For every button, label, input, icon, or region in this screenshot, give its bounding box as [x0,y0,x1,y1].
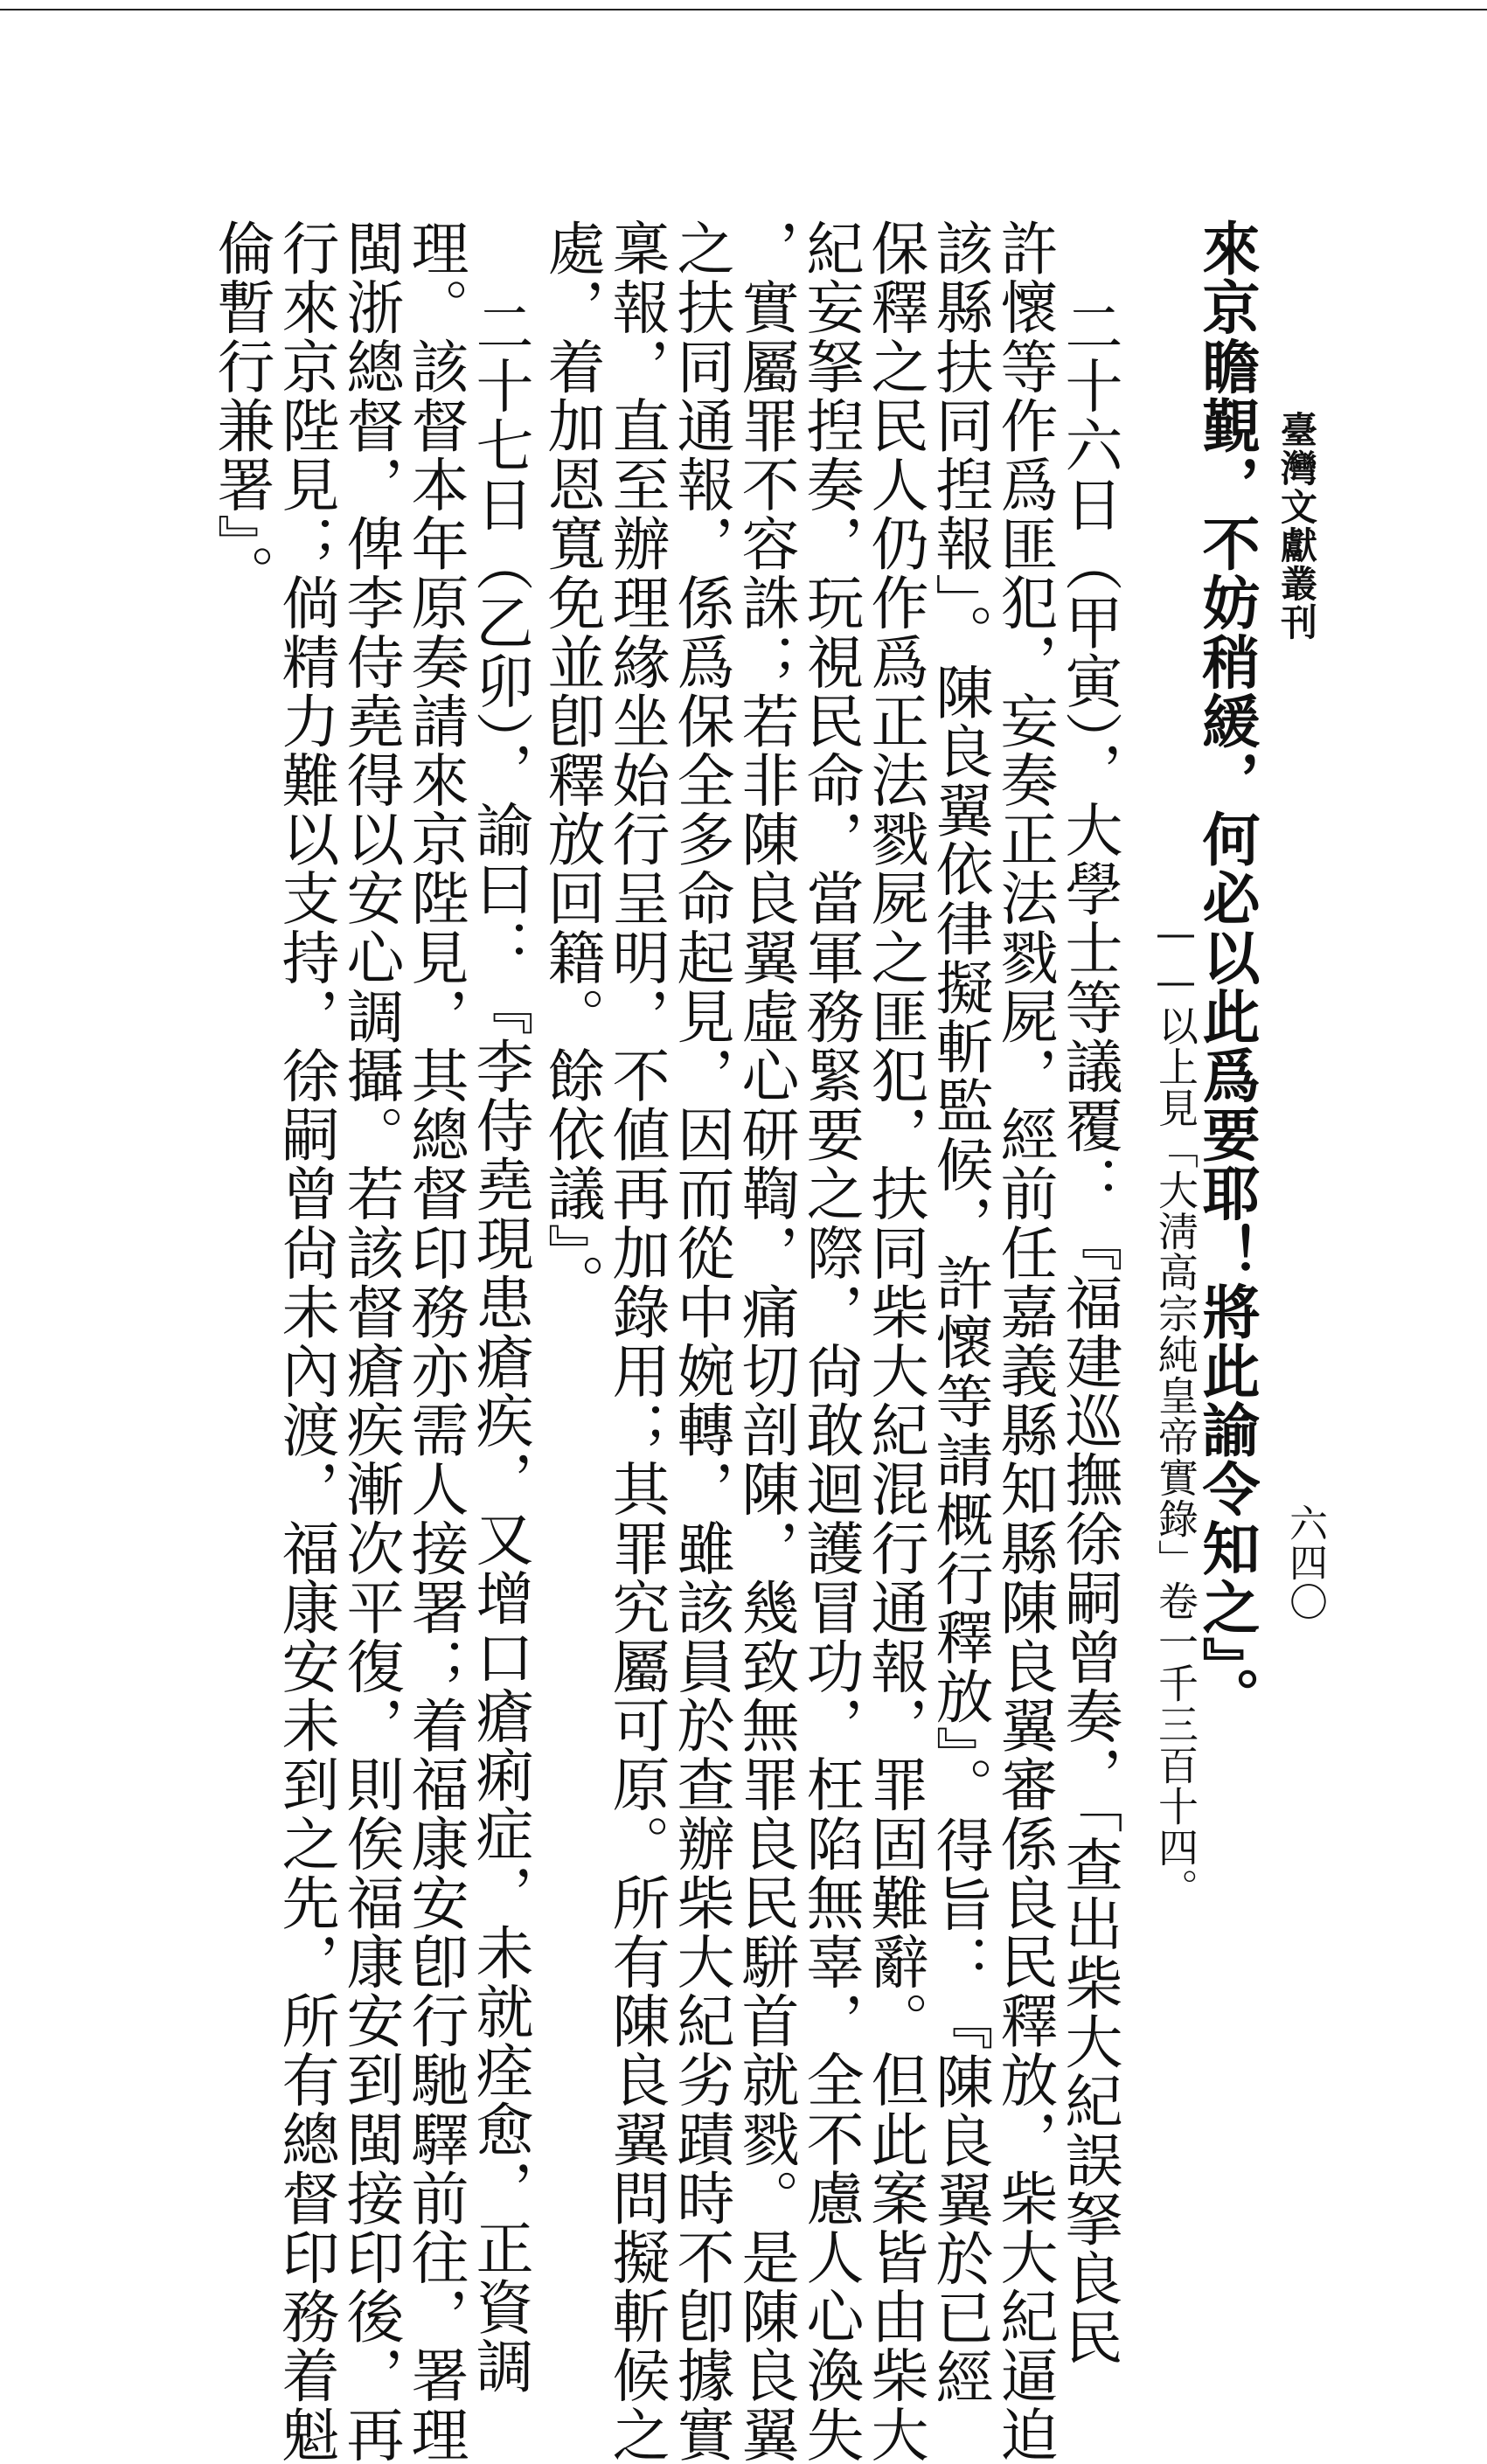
text-line-15: 行來京陛見；倘精力難以支持，徐嗣曾尙未內渡，福康安未到之先，所有總督印務着魁 [272,219,339,2464]
text-line-16: 倫暫行兼署』。 [207,219,274,604]
text-line-14: 閩浙總督，俾李侍堯得以安心調攝。若該督瘡疾漸次平復，則俟福康安到閩接印後，再 [337,219,404,2464]
running-title: 臺灣文獻叢刊 [1275,411,1318,642]
text-line-6: 保釋之民人仍作爲正法戮屍之匪犯，扶同柴大紀混行通報，罪固難辭。但此案皆由柴大 [861,219,928,2464]
text-line-9: 之扶同通報，係爲保全多命起見，因而從中婉轉，雖該員於查辦柴大紀劣蹟時不卽據實 [667,219,734,2464]
text-line-13: 理。該督本年原奏請來京陛見，其總督印務亦需人接署；着福康安卽行馳驛前往，署理 [401,219,469,2464]
top-border-rule [0,9,1487,10]
text-line-1: 來京瞻覲，不妨稍緩，何必以此爲要耶！將此諭令知之』。 [1192,219,1261,1726]
page-number: 六四〇 [1282,1503,1327,1621]
text-line-3: 二十六日（甲寅），大學士等議覆：『福建巡撫徐嗣曾奏，「查出柴大紀誤拏良民 [1055,297,1122,2367]
text-line-8: ，實屬罪不容誅；若非陳良翼虛心研鞫，痛切剖陳，幾致無罪良民駢首就戮。是陳良翼 [732,219,799,2464]
text-line-10: 稟報，直至辦理緣坐始行呈明，不値再加錄用；其罪究屬可原。所有陳良翼問擬斬候之 [602,219,670,2464]
text-line-4: 許懷等作爲匪犯，妄奏正法戮屍，經前任嘉義縣知縣陳良翼審係良民釋放，柴大紀逼迫 [990,219,1058,2464]
text-line-7: 紀妄拏揑奏，玩視民命，當軍務緊要之際，尙敢迴護冒功，枉陷無辜，全不慮人心渙失 [796,219,864,2464]
text-line-5: 該縣扶同揑報」。陳良翼依律擬斬監候，許懷等請概行釋放』。得旨：『陳良翼於已經 [926,219,993,2406]
source-note: ——以上見「大淸高宗純皇帝實錄」卷一千三百十四。 [1152,909,1199,1909]
text-line-12: 二十七日（乙卯），諭曰：『李侍堯現患瘡疾，又增口瘡痢症，未就痊愈，正資調 [466,297,533,2396]
text-line-11: 處，着加恩寬免並卽釋放回籍。餘依議』。 [538,219,605,1313]
